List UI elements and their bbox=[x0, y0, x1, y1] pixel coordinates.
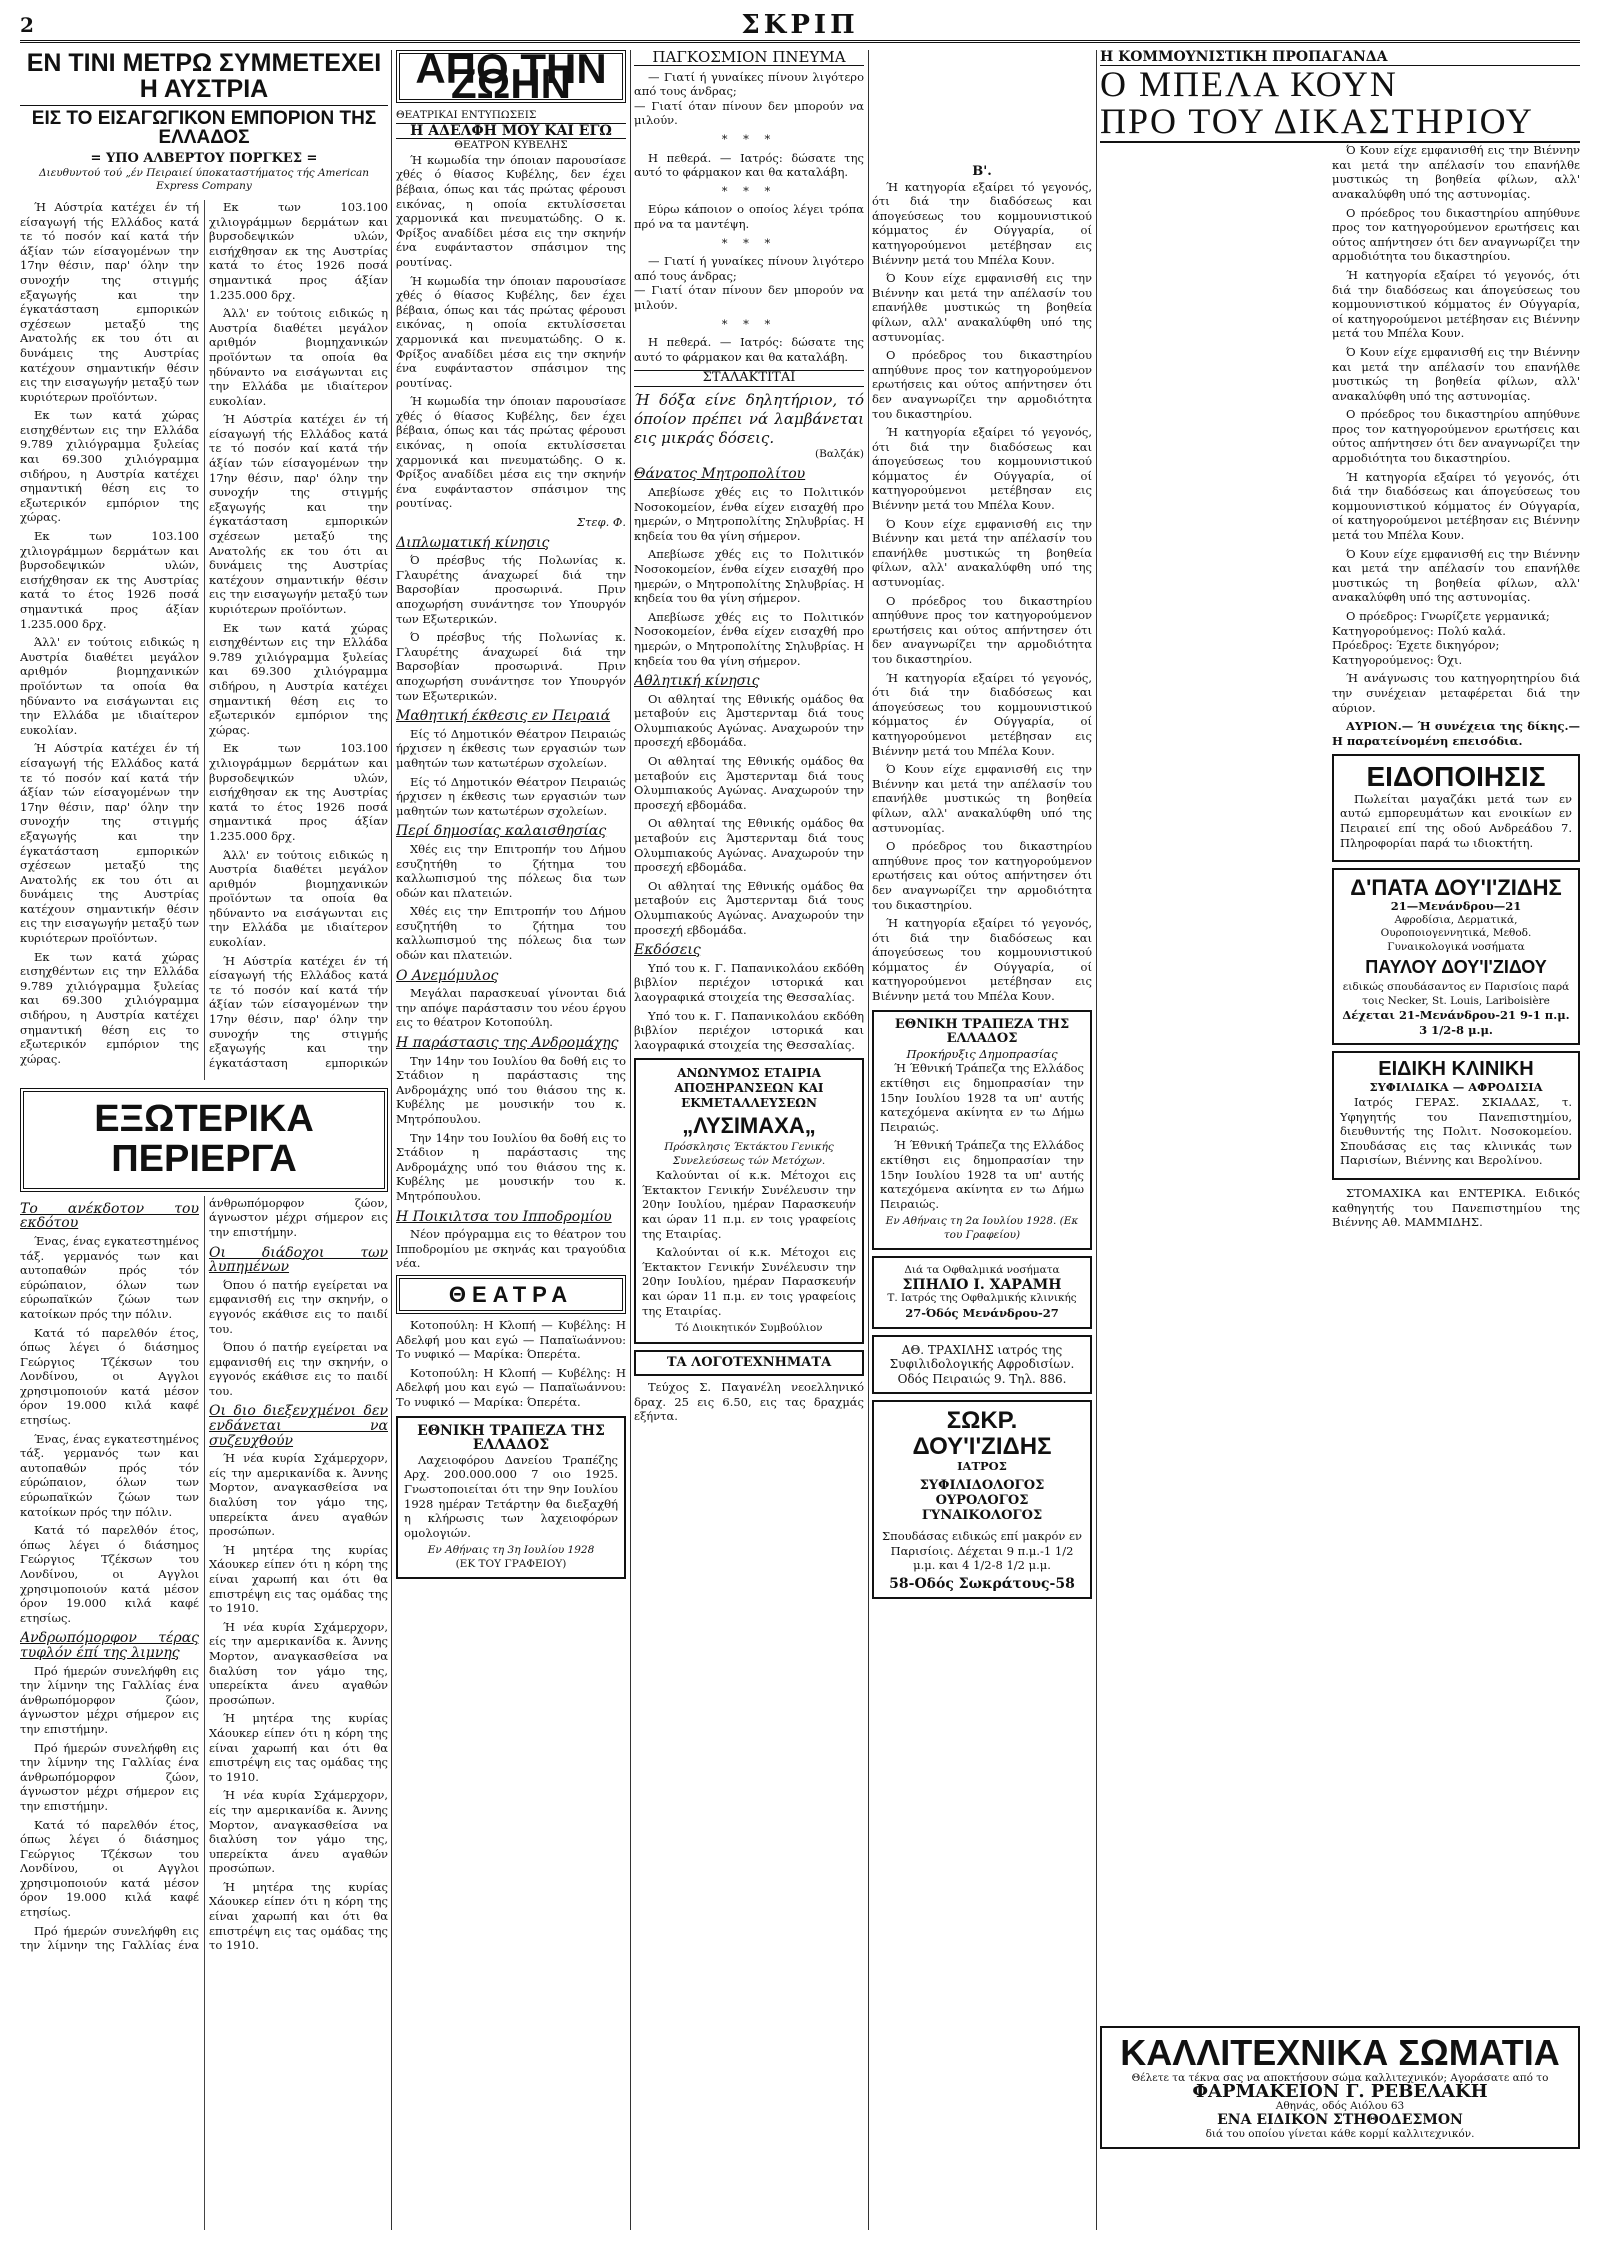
kun-text: Ή κατηγορία εξαίρει τό γεγονός, ότι διά την διαδόσεως και άπογεύσεως του κομμουνιστικού κόμματος έν Ούγγαρία, οί κατηγορούμενοι μετέβησαν εις Βιέννην μετά του Μπέλα Κουν. bbox=[872, 179, 1092, 267]
windmill-text: Μεγάλαι παρασκευαί γίνονται διά την απόψε παράστασιν του νέου έργου εις το θέατρον Κοτοπούλη. bbox=[396, 986, 626, 1030]
ophthalmic-ad-line: Διά τα Οφθαλμικά νοσήματα bbox=[904, 1264, 1060, 1277]
kun-text: Ο πρόεδρος του δικαστηρίου απηύθυνε προς τον κατηγορούμενον ερωτήσεις και ούτος απήντησεν ότι δεν αναγνωρίζει την αρμοδιότητα του δικαστηρίου. bbox=[872, 839, 1092, 912]
page-number: 2 bbox=[20, 13, 34, 37]
andromache-text: Την 14ην του Ιουλίου θα δοθή εις το Στάδιον η παράστασις της Ανδρομάχης υπό του θιάσου της κ. Κυβέλης με μουσικήν του κ. Μητρόπουλου. bbox=[396, 1053, 626, 1126]
wit-item: — Γιατί ή γυναίκες πίνουν λιγότερο από τους άνδρας; — Γιατί όταν πίνουν δεν μπορούν να μιλούν. bbox=[634, 254, 864, 312]
lysimachia-ad-name: „ΛΥΣΙΜΑΧΑ„ bbox=[682, 1113, 816, 1139]
curiosity-text: Ένας, ένας εγκατεστημένος τάξ. γερμανός των και αυτοπαθών πρός τόν εύρώπαιον, όλων των εύρωπαϊκών ζώων των κατοίκων πρός την πόλιν. bbox=[20, 1431, 199, 1519]
austria-para: Άλλ' εν τούτοις ειδικώς η Αυστρία διαθέτει μεγάλον αριθμόν βιομηχανικών προϊόντων τα οποία θα ηδύναντο να εισάγωνται εις την Ελλάδα με ιδιαίτερον ευκολίαν. bbox=[209, 306, 388, 408]
curiosity-text: Ή νέα κυρία Σχάμερχορν, είς την αμερικανίδα κ. Άννης Μορτον, αναγκασθείσα να διαλύση τον γάμο της, υπερείκτα άνευ αγαθών προσώπων. bbox=[209, 1619, 388, 1707]
kun-text: Ό Κουν είχε εμφανισθή εις την Βιέννην και μετά την απέλασίν του επανήλθε μυστικώς τη βοηθεία φίλων, αλλ' ανακαλύφθη υπό της αστυνομίας. bbox=[1332, 344, 1580, 403]
curiosity-text: Όπου ό πατήρ εγείρεται να εμφανισθή εις την σκηνήν, ο εγγονός εκάθισε εις το παιδί του. bbox=[209, 1340, 388, 1398]
curiosity-heading: Οι διο διεξενχμένοι δεν ενδάνεται να συζευχθούν bbox=[209, 1403, 388, 1449]
curiosity-heading: Ανδρωπόμορφον τέρας τυφλόν έπί της λιμνης bbox=[20, 1630, 199, 1661]
douizidis-ad-name: ΣΩΚΡ. ΔΟΥ'Ι'ΖΙΔΗΣ bbox=[912, 1407, 1052, 1460]
austria-para: Εκ των 103.100 χιλιογράμμων δερμάτων και βυρσοδεψικών υλών, εισήχθησαν εκ της Αυστρίας κατά το έτος 1926 ποσά σημαντικά προς άξίαν 1.235.000 δρχ. bbox=[209, 199, 388, 302]
column-world-wit: ΠΑΓΚΟΣΜΙΟΝ ΠΝΕΥΜΑ — Γιατί ή γυναίκες πίνουν λιγότερο από τους άνδρας; — Γιατί όταν πίνουν δεν μπορούν να μιλούν. * * * Η πεθερά. — Ιατρός: δώσατε της αυτό το φάρμακον και θα καταλάβη. * * * Εύρω κάποιον ο οποίος λέγει τρόπα πρό να τα μαντέψη. * * * — Γιατί ή γυναίκες πίνουν λιγότερο από τους άνδρας; — Γιατί όταν πίνουν δεν μπορούν να μιλούν. * * * Η πεθερά. — Ιατρός: δώσατε της αυτό το φάρμακον και θα καταλάβη. ΣΤΑΛΑΚΤΙΤΑΙ Ή δόξα είνε δηλητήριον, τό όποίον πρέπει νά λαμβάνεται εις μικράς δόσεις. (Βαλζάκ) Θάνατος Μητροπολίτου Απεβίωσε χθές εις το Πολιτικόν Νοσοκομείον, ένθα είχεν εισαχθή προ ημερών, ο Μητροπολίτης Σηλυβρίας. Η κηδεία του θα γίνη σήμερον. Απεβίωσε χθές εις το Πολιτικόν Νοσοκομείον, ένθα είχεν εισαχθή προ ημερών, ο Μητροπολίτης Σηλυβρίας. Η κηδεία του θα γίνη σήμερον. Απεβίωσε χθές εις το Πολιτικόν Νοσοκομείον, ένθα είχεν εισαχθή προ ημερών, ο Μητροπολίτης Σηλυβρίας. Η κηδεία του θα γίνη σήμερον. Αθλητική κίνησις Οι αθληταί της Εθνικής ομάδος θα μεταβούν εις Άμστερνταμ διά τους Ολυμπιακούς Αγώνας. Αναχωρούν την προσεχή εβδομάδα. Οι αθληταί της Εθνικής ομάδος θα μεταβούν εις Άμστερνταμ διά τους Ολυμπιακούς Αγώνας. Αναχωρούν την προσεχή εβδομάδα. Οι αθληταί της Εθνικής ομάδος θα μεταβούν εις Άμστερνταμ διά τους Ολυμπιακούς Αγώνας. Αναχωρούν την προσεχή εβδομάδα. Οι αθληταί της Εθνικής ομάδος θα μεταβούν εις Άμστερνταμ διά τους Ολυμπιακούς Αγώνας. Αναχωρούν την προσεχή εβδομάδα. Εκδόσεις Υπό του κ. Γ. Παπανικολάου εκδόθη βιβλίον περιέχον ιστορικά και λαογραφικά στοιχεία της Θεσσαλίας. Υπό του κ. Γ. Παπανικολάου εκδόθη βιβλίον περιέχον ιστορικά και λαογραφικά στοιχεία της Θεσσαλίας. ΑΝΩΝΥΜΟΣ ΕΤΑΙΡΙΑ ΑΠΟΞΗΡΑΝΣΕΩΝ ΚΑΙ ΕΚΜΕΤΑΛΛΕΥΣΕΩΝ „ΛΥΣΙΜΑΧΑ„ Πρόσκλησις Έκτάκτου Γενικής Συνελεύσεως τών Μετόχων. Καλούνται οί κ.κ. Μέτοχοι εις Έκτακτον Γενικήν Συνέλευσιν την 20ην Ιουλίου, ημέραν Παρασκευήν και ώραν 11 π.μ. εν τοις γραφείοις της Εταιρίας. Καλούνται οί κ.κ. Μέτοχοι εις Έκτακτον Γενικήν Συνέλευσιν την 20ην Ιουλίου, ημέραν Παρασκευήν και ώραν 11 π.μ. εν τοις γραφείοις της Εταιρίας. Τό Διοικητικόν Συμβούλιον ΤΑ ΛΟΓΟΤΕΧΝΗΜΑΤΑ Τεύχος Σ. Παγανέλη νεοελληνικό δραχ. 25 εις 6.50, εις τας δραχμάς εξήντα. bbox=[634, 50, 864, 1424]
aesthetics-text: Χθές εις την Επιτροπήν του Δήμου εσυζητήθη το ζήτημα του καλλωπισμού της πόλεως δια των οδών και πλατειών. bbox=[396, 841, 626, 900]
curiosities-body bbox=[20, 1196, 388, 2230]
athletics-text: Οι αθληταί της Εθνικής ομάδος θα μεταβούν εις Άμστερνταμ διά τους Ολυμπιακούς Αγώνας. Αναχωρούν την προσεχή εβδομάδα. bbox=[634, 691, 864, 750]
columns bbox=[20, 50, 1580, 2230]
curiosity-text: Κατά τό παρελθόν έτος, όπως λέγει ό διάσημος Γεώργιος Τζέκσων του Λονδίνου, οι Αγγλοι χρησιμοποιούν κατά μέσον όρον 19.000 κιλά καφέ ετησίως. bbox=[20, 1325, 199, 1428]
column-apo-tin-zoin bbox=[396, 50, 626, 2230]
stomach-ad: ΣΤΟΜΑΧΙΚΑ και ΕΝΤΕΡΙΚΑ. Ειδικός καθηγητής του Πανεπιστημίου της Βιέννης Αθ. ΜΑΜΜΙΔΗΣ. bbox=[1332, 1185, 1580, 1230]
bank-auction-subtitle: Προκήρυξις Δημοπρασίας bbox=[906, 1046, 1058, 1061]
theaters-title: ΘΕΑΤΡΑ bbox=[396, 1275, 626, 1314]
hippodrome-text: Νέον πρόγραμμα εις το θέατρον του Ιπποδρομίου με σκηνάς και τραγούδια νέα. bbox=[396, 1227, 626, 1271]
kun-tomorrow: ΑΥΡΙΟΝ.— Ή συνέχεια της δίκης.— Η παρατείνομένη επεισόδια. bbox=[1332, 719, 1580, 748]
douizidis-ad-specialty: ΣΥΦΙΛΙΔΟΛΟΓΟΣ ΟΥΡΟΛΟΓΟΣ ΓΥΝΑΙΚΟΛΟΓΟΣ bbox=[919, 1478, 1045, 1523]
austria-para: Εκ των 103.100 χιλιογράμμων δερμάτων και βυρσοδεψικών υλών, εισήχθησαν εκ της Αυστρίας κατά το έτος 1926 ποσά σημαντικά προς άξίαν 1.235.000 δρχ. bbox=[209, 741, 388, 843]
pata-ad-name: Δ'ΠΑΤΑ ΔΟΥ'Ι'ΖΙΔΗΣ bbox=[1350, 875, 1562, 901]
diplomatic-heading: Διπλωματική κίνησις bbox=[396, 534, 550, 551]
literature-title: ΤΑ ΛΟΓΟΤΕΧΝΗΜΑΤΑ bbox=[634, 1350, 864, 1377]
kun-text: Ο πρόεδρος του δικαστηρίου απηύθυνε προς τον κατηγορούμενον ερωτήσεις και ούτος απήντησεν ότι δεν αναγνωρίζει την αρμοδιότητα του δικαστηρίου. bbox=[872, 348, 1092, 421]
andromache-text: Την 14ην του Ιουλίου θα δοθή εις το Στάδιον η παράστασις της Ανδρομάχης υπό του θιάσου της κ. Κυβέλης με μουσικήν του κ. Μητρόπουλου. bbox=[396, 1130, 626, 1203]
austria-article-body bbox=[20, 200, 388, 1080]
artistic-bodies-product: ΕΝΑ ΕΙΔΙΚΟΝ ΣΤΗΘΟΔΕΣΜΟΝ bbox=[1217, 2112, 1463, 2129]
wit-item: Η πεθερά. — Ιατρός: δώσατε της αυτό το φάρμακον και θα καταλάβη. bbox=[634, 150, 864, 180]
curiosity-text: Ή μητέρα της κυρίας Χάουκερ είπεν ότι η κόρη της είναι χαρωπή και ότι θα επιστρέψη εις τας ομάδας της το 1910. bbox=[209, 1879, 388, 1953]
notice-title: ΕΙΔΟΠΟΙΗΣΙΣ bbox=[1366, 761, 1546, 793]
bank-auction-text: Ή Έθνική Τράπεζα της Ελλάδος εκτίθησι εις δημοπρασίαν την 15ην Ιουλίου 1928 τα υπ' αυτής κατεχόμενα ακίνητα εν τω Δήμω Πειραιώς. bbox=[880, 1061, 1084, 1134]
metropolitan-death-text: Απεβίωσε χθές εις το Πολιτικόν Νοσοκομείον, ένθα είχεν εισαχθή προ ημερών, ο Μητροπολίτης Σηλυβρίας. Η κηδεία του θα γίνη σήμερον. bbox=[634, 547, 864, 606]
review-signature: Στεφ. Φ. bbox=[576, 515, 626, 530]
curiosity-text: Ένας, ένας εγκατεστημένος τάξ. γερμανός των και αυτοπαθών πρός τόν εύρώπαιον, όλων των εύρωπαϊκών ζώων των κατοίκων πρός την πόλιν. bbox=[20, 1233, 199, 1321]
kun-text: Ή ανάγνωσις του κατηγορητηρίου διά την συνέχειαν μεταφέρεται διά την αύριον. bbox=[1332, 671, 1580, 715]
kun-dialogue: Ο πρόεδρος: Γνωρίζετε γερμανικά; Κατηγορούμενος: Πολύ καλά. Πρόεδρος: Έχετε δικηγόρον; Κατηγορούμενος: Όχι. bbox=[1332, 609, 1550, 667]
artistic-bodies-pharmacy: ΦΑΡΜΑΚΕΙΟΝ Γ. ΡΕΒΕΛΑΚΗ bbox=[1192, 2081, 1488, 2103]
national-bank-ad-title: ΕΘΝΙΚΗ ΤΡΑΠΕΖΑ ΤΗΣ ΕΛΛΑΔΟΣ bbox=[417, 1422, 605, 1454]
athletics-text: Οι αθληταί της Εθνικής ομάδος θα μεταβούν εις Άμστερνταμ διά τους Ολυμπιακούς Αγώνας. Αναχωρούν την προσεχή εβδομάδα. bbox=[634, 878, 864, 937]
lysimachia-ad-title: ΑΝΩΝΥΜΟΣ ΕΤΑΙΡΙΑ ΑΠΟΞΗΡΑΝΣΕΩΝ ΚΑΙ ΕΚΜΕΤΑΛΛΕΥΣΕΩΝ bbox=[674, 1066, 824, 1110]
austria-headline: ΕΝ ΤΙΝΙ ΜΕΤΡΩ ΣΥΜΜΕΤΕΧΕΙ Η ΑΥΣΤΡΙΑ bbox=[20, 50, 388, 106]
curiosity-text: Ή μητέρα της κυρίας Χάουκερ είπεν ότι η κόρη της είναι χαρωπή και ότι θα επιστρέψη εις τας ομάδας της το 1910. bbox=[209, 1542, 388, 1616]
theater-review-title: Η ΑΔΕΛΦΗ ΜΟΥ ΚΑΙ ΕΓΩ bbox=[396, 123, 626, 140]
trachilis-ad bbox=[872, 1335, 1092, 1395]
douizidis-ad-address: 58-Οδός Σωκράτους-58 bbox=[889, 1575, 1075, 1592]
curiosity-text: Κατά τό παρελθόν έτος, όπως λέγει ό διάσημος Γεώργιος Τζέκσων του Λονδίνου, οι Αγγλοι χρησιμοποιούν κατά μέσον όρον 19.000 κιλά καφέ ετησίως. bbox=[20, 1523, 199, 1625]
wit-item: Η πεθερά. — Ιατρός: δώσατε της αυτό το φάρμακον και θα καταλάβη. bbox=[634, 335, 864, 364]
pata-ad-hours: Δέχεται 21-Μενάνδρου-21 9-1 π.μ. 3 1/2-8 μ.μ. bbox=[1342, 1008, 1570, 1037]
national-bank-ad-sign: (ΕΚ ΤΟΥ ΓΡΑΦΕΙΟΥ) bbox=[455, 1557, 567, 1570]
review-text: Ή κωμωδία την όποιαν παρουσίασε χθές ό θίασος Κυβέλης, δεν έχει βέβαια, όπως και τάς πρώτας φέρουσι εικόνας, η οποία εκτυλίσσεται χαρμονικά και πνευματώδης. Ο κ. Φρίξος αναδίδει μέσα εις την σκηνήν ένα ευφάνταστον σπάσιμον της ρουτίνας. bbox=[396, 394, 626, 511]
kun-text: Ή κατηγορία εξαίρει τό γεγονός, ότι διά την διαδόσεως και άπογεύσεως του κομμουνιστικού κόμματος έν Ούγγαρία, οί κατηγορούμενοι μετέβησαν εις Βιέννην μετά του Μπέλα Κουν. bbox=[872, 425, 1092, 513]
bank-auction-text: Ή Έθνική Τράπεζα της Ελλάδος εκτίθησι εις δημοπρασίαν την 15ην Ιουλίου 1928 τα υπ' αυτής κατεχόμενα ακίνητα εν τω Δήμω Πειραιώς. bbox=[880, 1138, 1084, 1211]
ophthalmic-ad-address: 27-Όδός Μενάνδρου-27 bbox=[905, 1305, 1059, 1320]
andromache-heading: Η παράστασις της Ανδρομάχης bbox=[396, 1035, 619, 1052]
special-clinic-ad bbox=[1332, 1051, 1580, 1180]
bank-auction-sign: Εν Αθήναις τη 2α Ιουλίου 1928. (Εκ του Γραφείου) bbox=[885, 1215, 1079, 1241]
masthead bbox=[20, 10, 1580, 43]
austria-para: Εκ των κατά χώρας εισηχθέντων εις την Ελλάδα 9.789 χιλιόγραμμα ξυλείας και 69.300 χιλιόγραμμα σιδήρου, η Αυστρία κατέχει σημαντική θέση εις το εξωτερικόν εμπόριον της χώρας. bbox=[20, 408, 199, 525]
exhibition-heading: Μαθητική έκθεσις εν Πειραιά bbox=[396, 708, 611, 725]
diplomatic-text: Ό πρέσβυς τής Πολωνίας κ. Γλαυρέτης άναχωρεί διά την Βαρσοβίαν προσωρινά. Πριν αποχωρήση συνάντησε τον Υπουργόν των Εξωτερικών. bbox=[396, 630, 626, 703]
lysimachia-ad-text: Καλούνται οί κ.κ. Μέτοχοι εις Έκτακτον Γενικήν Συνέλευσιν την 20ην Ιουλίου, ημέραν Παρασκευήν και ώραν 11 π.μ. εν τοις γραφείοις της Εταιρίας. bbox=[642, 1245, 856, 1318]
metropolitan-death-heading: Θάνατος Μητροπολίτου bbox=[634, 466, 806, 483]
kun-text: Ό Κουν είχε εμφανισθή εις την Βιέννην και μετά την απέλασίν του επανήλθε μυστικώς τη βοηθεία φίλων, αλλ' ανακαλύφθη υπό της αστυνομίας. bbox=[872, 271, 1092, 344]
special-clinic-sub: ΣΥΦΙΛΙΔΙΚΑ — ΑΦΡΟΔΙΣΙΑ bbox=[1369, 1080, 1543, 1095]
kun-text: Ό Κουν είχε εμφανισθή εις την Βιέννην και μετά την απέλασίν του επανήλθε μυστικώς τη βοηθεία φίλων, αλλ' ανακαλύφθη υπό της αστυνομίας. bbox=[872, 516, 1092, 590]
artistic-bodies-address: Αθηνάς, οδός Αιόλου 63 bbox=[1275, 2099, 1405, 2112]
curiosity-text: Ή νέα κυρία Σχάμερχορν, είς την αμερικανίδα κ. Άννης Μορτον, αναγκασθείσα να διαλύση τον γάμο της, υπερείκτα άνευ αγαθών προσώπων. bbox=[209, 1451, 388, 1539]
national-bank-ad-date: Εν Αθήναις τη 3η Ιουλίου 1928 bbox=[427, 1544, 595, 1557]
aesthetics-text: Χθές εις την Επιτροπήν του Δήμου εσυζητήθη το ζήτημα του καλλωπισμού της πόλεως δια των οδών και πλατειών. bbox=[396, 904, 626, 963]
aesthetics-heading: Περί δημοσίας καλαισθησίας bbox=[396, 823, 607, 840]
artistic-bodies-line: διά του οποίου γίνεται κάθε κορμί καλλιτεχνικόν. bbox=[1205, 2127, 1475, 2140]
trachilis-ad-text: ΑΘ. ΤΡΑΧΙΛΗΣ ιατρός της Συφιλιδολογικής Αφροδισίων. Οδός Πειραιώς 9. Τηλ. 886. bbox=[889, 1342, 1075, 1386]
pata-ad-specialty: Αφροδίσια, Δερματικά, Ουροποιογεννητικά, Μεθοδ. Γυναικολογικά νοσήματα bbox=[1380, 913, 1532, 953]
bank-auction-title: ΕΘΝΙΚΗ ΤΡΑΠΕΖΑ ΤΗΣ ΕΛΛΑΔΟΣ bbox=[894, 1016, 1070, 1047]
pata-ad-address: 21—Μενάνδρου—21 bbox=[1390, 899, 1522, 914]
athletics-heading: Αθλητική κίνησις bbox=[634, 673, 760, 690]
austria-subheadline: ΕΙΣ ΤΟ ΕΙΣΑΓΩΓΙΚΟΝ ΕΜΠΟΡΙΟΝ ΤΗΣ ΕΛΛΑΔΟΣ bbox=[31, 107, 377, 149]
bank-auction-box bbox=[872, 1010, 1092, 1251]
ophthalmic-ad-name: ΣΠΗΛΙΟ Ι. ΧΑΡΑΜΗ bbox=[902, 1276, 1062, 1293]
kun-text: Ό Κουν είχε εμφανισθή εις την Βιέννην και μετά την απέλασίν του επανήλθε μυστικώς τη βοηθεία φίλων, αλλ' ανακαλύφθη υπό της αστυνομίας. bbox=[872, 762, 1092, 835]
quote: Ή δόξα είνε δηλητήριον, τό όποίον πρέπει νά λαμβάνεται εις μικράς δόσεις. bbox=[634, 390, 864, 447]
newspaper-page bbox=[20, 10, 1580, 2230]
literature-text: Τεύχος Σ. Παγανέλη νεοελληνικό δραχ. 25 εις 6.50, εις τας δραχμάς εξήντα. bbox=[634, 1380, 864, 1424]
austria-para: Ή Αύστρία κατέχει έν τή είσαγωγή τής Ελλάδος κατά τε τό ποσόν καί κατά τήν άξίαν τών είσαγομένων την 17ην θέσιν, παρ' όλην την συνοχήν της στιγμής εξαγωγής και την έγκατάσταση εμπορικών bbox=[209, 953, 388, 1070]
kun-kicker: Η ΚΟΜΜΟΥΝΙΣΤΙΚΗ ΠΡΟΠΑΓΑΝΔΑ bbox=[1100, 50, 1580, 66]
lysimachia-ad bbox=[634, 1058, 864, 1343]
kun-text: Ή κατηγορία εξαίρει τό γεγονός, ότι διά την διαδόσεως και άπογεύσεως του κομμουνιστικού κόμματος έν Ούγγαρία, οί κατηγορούμενοι μετέβησαν εις Βιέννην μετά του Μπέλα Κουν. bbox=[1332, 469, 1580, 543]
theaters-list: Κοτοπούλη: Η Κλοπή — Κυβέλης: Η Αδελφή μου και εγώ — Παπαϊωάννου: Το νυφικό — Μαρίκα: Όπερέτα. bbox=[396, 1365, 626, 1409]
exhibition-text: Είς τό Δημοτικόν Θέατρον Πειραιώς ήρχισεν η έκθεσις των εργασιών των μαθητών των κατωτέρων σχολείων. bbox=[396, 726, 626, 770]
douizidis-ad bbox=[872, 1400, 1092, 1599]
special-clinic-text: Ιατρός ΓΕΡΑΣ. ΣΚΙΑΔΑΣ, τ. Υφηγητής του Πανεπιστημίου, διευθυντής της Πολιτ. Νοσοκομείου. Σπουδάσας εις τας κλινικάς των Παρισίων, Βιέννης και Βερολίνου. bbox=[1340, 1094, 1572, 1168]
review-text: Ή κωμωδία την όποιαν παρουσίασε χθές ό θίασος Κυβέλης, δεν έχει βέβαια, όπως και τάς πρώτας φέρουσι εικόνας, η οποία εκτυλίσσεται χαρμονικά και πνευματώδης. Ο κ. Φρίξος αναδίδει μέσα εις την σκηνήν ένα ευφάνταστον σπάσιμον της ρουτίνας. bbox=[396, 152, 626, 269]
curiosity-text: Ή μητέρα της κυρίας Χάουκερ είπεν ότι η κόρη της είναι χαρωπή και ότι θα επιστρέψη εις τας ομάδας της το 1910. bbox=[209, 1711, 388, 1784]
austria-para: Εκ των 103.100 χιλιογράμμων δερμάτων και βυρσοδεψικών υλών, εισήχθησαν εκ της Αυστρίας κατά το έτος 1926 ποσά σημαντικά προς άξίαν 1.235.000 δρχ. bbox=[20, 529, 199, 631]
kun-text: Ό Κουν είχε εμφανισθή εις την Βιέννην και μετά την απέλασίν του επανήλθε μυστικώς τη βοηθεία φίλων, αλλ' ανακαλύφθη υπό της αστυνομίας. bbox=[1332, 546, 1580, 605]
special-clinic-title: ΕΙΔΙΚΗ ΚΛΙΝΙΚΗ bbox=[1378, 1058, 1534, 1081]
curiosity-heading: Το ανέκδοτον του εκδότου bbox=[20, 1200, 199, 1232]
wit-item: — Γιατί ή γυναίκες πίνουν λιγότερο από τους άνδρας; — Γιατί όταν πίνουν δεν μπορούν να μιλούν. bbox=[634, 69, 864, 128]
curiosities-box-title: ΕΞΩΤΕΡΙΚΑ ΠΕΡΙΕΡΓΑ bbox=[20, 1088, 388, 1192]
curiosity-text: Όπου ό πατήρ εγείρεται να εμφανισθή εις την σκηνήν, ο εγγονός εκάθισε εις το παιδί του. bbox=[209, 1277, 388, 1336]
kun-text: Ό Κουν είχε εμφανισθή εις την Βιέννην και μετά την απέλασίν του επανήλθε μυστικώς τη βοηθεία φίλων, αλλ' ανακαλύφθη υπό της αστυνομίας. bbox=[1332, 143, 1580, 201]
curiosity-text: Ή νέα κυρία Σχάμερχορν, είς την αμερικανίδα κ. Άννης Μορτον, αναγκασθείσα να διαλύση τον γάμο της, υπερείκτα άνευ αγαθών προσώπων. bbox=[209, 1788, 388, 1876]
wit-item: Εύρω κάποιον ο οποίος λέγει τρόπα πρό να τα μαντέψη. bbox=[634, 202, 864, 231]
publications-text: Υπό του κ. Γ. Παπανικολάου εκδόθη βιβλίον περιέχον ιστορικά και λαογραφικά στοιχεία της Θεσσαλίας. bbox=[634, 1008, 864, 1052]
curiosity-text: Κατά τό παρελθόν έτος, όπως λέγει ό διάσημος Γεώργιος Τζέκσων του Λονδίνου, οι Αγγλοι χρησιμοποιούν κατά μέσον όρον 19.000 κιλά καφέ ετησίως. bbox=[20, 1817, 199, 1920]
curiosity-text: Πρό ήμερών συνελήφθη εις την λίμνην της Γαλλίας ένα άνθρωπόμορφον ζώον, άγνωστον μέχρι σήμερον εις την επιστήμην. bbox=[20, 1195, 388, 1953]
kun-text: Ή κατηγορία εξαίρει τό γεγονός, ότι διά την διαδόσεως και άπογεύσεως του κομμουνιστικού κόμματος έν Ούγγαρία, οί κατηγορούμενοι μετέβησαν εις Βιέννην μετά του Μπέλα Κουν. bbox=[872, 916, 1092, 1004]
publications-text: Υπό του κ. Γ. Παπανικολάου εκδόθη βιβλίον περιέχον ιστορικά και λαογραφικά στοιχεία της Θεσσαλίας. bbox=[634, 960, 864, 1004]
lysimachia-ad-subtitle: Πρόσκλησις Έκτάκτου Γενικής Συνελεύσεως τών Μετόχων. bbox=[664, 1141, 834, 1167]
austria-para: Άλλ' εν τούτοις ειδικώς η Αυστρία διαθέτει μεγάλον αριθμόν βιομηχανικών προϊόντων τα οποία θα ηδύναντο να εισάγωνται εις την Ελλάδα με ιδιαίτερον ευκολίαν. bbox=[20, 635, 199, 737]
notice-box bbox=[1332, 754, 1580, 862]
world-wit-heading: ΠΑΓΚΟΣΜΙΟΝ ΠΝΕΥΜΑ bbox=[634, 50, 864, 66]
curiosity-heading: Οι διάδοχοι των λυπημένων bbox=[209, 1244, 388, 1276]
austria-para: Ή Αύστρία κατέχει έν τή είσαγωγή τής Ελλάδος κατά τε τό ποσόν καί κατά τήν άξίαν τών είσαγομένων την 17ην θέσιν, παρ' όλην την συνοχήν της στιγμής εξαγωγής και την έγκατάσταση εμπορικών σχέσεων μεταξύ της Ανατολής εκ του ότι αι δυνάμεις της Αυστρίας κατέχουν σημαντικήν θέσιν εις την εισαγωγήν μεταξύ των κυριότερων προϊόντων. bbox=[20, 741, 199, 946]
kun-text: Ο πρόεδρος του δικαστηρίου απηύθυνε προς τον κατηγορούμενον ερωτήσεις και ούτος απήντησεν ότι δεν αναγνωρίζει την αρμοδιότητα του δικαστηρίου. bbox=[1332, 407, 1580, 466]
diplomatic-text: Ό πρέσβυς τής Πολωνίας κ. Γλαυρέτης άναχωρεί διά την Βαρσοβίαν προσωρινά. Πριν αποχωρήση συνάντησε τον Υπουργόν των Εξωτερικών. bbox=[396, 553, 626, 626]
ophthalmic-ad-line: Τ. Ιατρός της Οφθαλμικής κλινικής bbox=[887, 1292, 1077, 1305]
curiosity-text: Πρό ήμερών συνελήφθη εις την λίμνην της Γαλλίας ένα άνθρωπόμορφον ζώον, άγνωστον μέχρι σήμερον εις την επιστήμην. bbox=[20, 1740, 199, 1813]
artistic-bodies-ad bbox=[1100, 2026, 1580, 2149]
lysimachia-ad-text: Καλούνται οί κ.κ. Μέτοχοι εις Έκτακτον Γενικήν Συνέλευσιν την 20ην Ιουλίου, ημέραν Παρασκευήν και ώραν 11 π.μ. εν τοις γραφείοις της Εταιρίας. bbox=[642, 1168, 856, 1241]
athletics-text: Οι αθληταί της Εθνικής ομάδος θα μεταβούν εις Άμστερνταμ διά τους Ολυμπιακούς Αγώνας. Αναχωρούν την προσεχή εβδομάδα. bbox=[634, 816, 864, 875]
athletics-text: Οι αθληταί της Εθνικής ομάδος θα μεταβούν εις Άμστερνταμ διά τους Ολυμπιακούς Αγώνας. Αναχωρούν την προσεχή εβδομάδα. bbox=[634, 754, 864, 812]
byline: = ΥΠΟ ΑΛΒΕΡΤΟΥ ΠΟΡΓΚΕΣ = bbox=[90, 151, 318, 167]
pata-ad-studies: ειδικώς σπουδάσαντος εν Παρισίοις παρά τοις Necker, St. Louis, Lariboisière bbox=[1342, 981, 1570, 1007]
theater-name: ΘΕΑΤΡΟΝ ΚΥΒΕΛΗΣ bbox=[454, 139, 568, 152]
national-bank-ad-text: Λαχειοφόρου Δανείου Τραπέζης Αρχ. 200.000.000 7 οιο 1925. Γνωστοποιείται ότι την 9ην Ιουλίου 1928 ημέραν Τετάρτην θα διεξαχθή η κλήρωσις των λαχειοφόρων ομολογιών. bbox=[404, 1452, 618, 1540]
austria-para: Ή Αύστρία κατέχει έν τή είσαγωγή τής Ελλάδος κατά τε τό ποσόν καί κατά τήν άξίαν τών είσαγομένων την 17ην θέσιν, παρ' όλην την συνοχήν της στιγμής εξαγωγής και την έγκατάσταση εμπορικών σχέσεων μεταξύ της Ανατολής εκ του ότι αι δυνάμεις της Αυστρίας κατέχουν σημαντικήν θέσιν εις την εισαγωγήν μεταξύ των κυριότερων προϊόντων. bbox=[20, 199, 199, 404]
austria-para: Εκ των κατά χώρας εισηχθέντων εις την Ελλάδα 9.789 χιλιόγραμμα ξυλείας και 69.300 χιλιόγραμμα σιδήρου, η Αυστρία κατέχει σημαντική θέση εις το εξωτερικόν εμπόριον της χώρας. bbox=[20, 949, 199, 1066]
lysimachia-ad-sign: Τό Διοικητικόν Συμβούλιον bbox=[675, 1322, 823, 1335]
kun-text: Ή κατηγορία εξαίρει τό γεγονός, ότι διά την διαδόσεως και άπογεύσεως του κομμουνιστικού κόμματος έν Ούγγαρία, οί κατηγορούμενοι μετέβησαν εις Βιέννην μετά του Μπέλα Κουν. bbox=[1332, 267, 1580, 341]
windmill-heading: Ο Ανεμόμυλος bbox=[396, 967, 499, 984]
pata-ad-doctor: ΠΑΥΛΟΥ ΔΟΥ'Ι'ΖΙΔΟΥ bbox=[1365, 957, 1547, 978]
national-bank-ad bbox=[396, 1416, 626, 1580]
paper-name: ΣΚΡΙΠ bbox=[741, 10, 859, 40]
review-text: Ή κωμωδία την όποιαν παρουσίασε χθές ό θίασος Κυβέλης, δεν έχει βέβαια, όπως και τάς πρώτας φέρουσι εικόνας, η οποία εκτυλίσσεται χαρμονικά και πνευματώδης. Ο κ. Φρίξος αναδίδει μέσα εις την σκηνήν ένα ευφάνταστον σπάσιμον της ρουτίνας. bbox=[396, 273, 626, 390]
austria-para: Άλλ' εν τούτοις ειδικώς η Αυστρία διαθέτει μεγάλον αριθμόν βιομηχανικών προϊόντων τα οποία θα ηδύναντο να εισάγωνται εις την Ελλάδα με ιδιαίτερον ευκολίαν. bbox=[209, 847, 388, 950]
metropolitan-death-text: Απεβίωσε χθές εις το Πολιτικόν Νοσοκομείον, ένθα είχεν εισαχθή προ ημερών, ο Μητροπολίτης Σηλυβρίας. Η κηδεία του θα γίνη σήμερον. bbox=[634, 609, 864, 668]
column-kun bbox=[1100, 50, 1580, 2230]
column-kun-left bbox=[872, 50, 1092, 2230]
austria-para: Ή Αύστρία κατέχει έν τή είσαγωγή τής Ελλάδος κατά τε τό ποσόν καί κατά τήν άξίαν τών είσαγομένων την 17ην θέσιν, παρ' όλην την συνοχήν της στιγμής εξαγωγής και την έγκατάσταση εμπορικών σχέσεων μεταξύ της Ανατολής εκ του ότι αι δυνάμεις της Αυστρίας κατέχουν σημαντικήν θέσιν εις την εισαγωγήν μεταξύ των κυριότερων προϊόντων. bbox=[209, 412, 388, 616]
stalactites-heading: ΣΤΑΛΑΚΤΙΤΑΙ bbox=[634, 370, 864, 387]
kun-text: Ή κατηγορία εξαίρει τό γεγονός, ότι διά την διαδόσεως και άπογεύσεως του κομμουνιστικού κόμματος έν Ούγγαρία, οί κατηγορούμενοι μετέβησαν εις Βιέννην μετά του Μπέλα Κουν. bbox=[872, 670, 1092, 758]
kun-title-line2: ΠΡΟ ΤΟΥ ΔΙΚΑΣΤΗΡΙΟΥ bbox=[1100, 103, 1580, 143]
douizidis-ad-title: ΙΑΤΡΟΣ bbox=[957, 1458, 1007, 1473]
pata-douizidis-ad bbox=[1332, 868, 1580, 1045]
austria-para: Εκ των κατά χώρας εισηχθέντων εις την Ελλάδα 9.789 χιλιόγραμμα ξυλείας και 69.300 χιλιόγραμμα σιδήρου, η Αυστρία κατέχει σημαντική θέση εις το εξωτερικόν εμπόριον της χώρας. bbox=[209, 620, 388, 737]
notice-text: Πωλείται μαγαζάκι μετά των εν αυτώ εμπορευμάτων και ενοικίων εν Πειραιεί επί της οδού Ανδρεάδου 7. Πληροφορίαι παρά τω ιδιοκτήτη. bbox=[1340, 791, 1572, 850]
artistic-bodies-line: Θέλετε τα τέκνα σας να αποκτήσουν σώμα καλλιτεχνικόν; Αγοράσατε από το bbox=[1131, 2071, 1549, 2084]
theaters-list: Κοτοπούλη: Η Κλοπή — Κυβέλης: Η Αδελφή μου και εγώ — Παπαϊωάννου: Το νυφικό — Μαρίκα: Όπερέτα. bbox=[396, 1318, 626, 1362]
douizidis-ad-text: Σπουδάσας ειδικώς επί μακρόν εν Παρισίοις. Δέχεται 9 π.μ.-1 1/2 μ.μ. και 4 1/2-8 1/2 μ.μ. bbox=[882, 1529, 1082, 1573]
kun-part: Β'. bbox=[972, 164, 992, 179]
kun-text: Ο πρόεδρος του δικαστηρίου απηύθυνε προς τον κατηγορούμενον ερωτήσεις και ούτος απήντησεν ότι δεν αναγνωρίζει την αρμοδιότητα του δικαστηρίου. bbox=[1332, 205, 1580, 264]
hippodrome-heading: Η Ποικιλτσα του Ιπποδρομίου bbox=[396, 1208, 612, 1225]
byline-sub: Διευθυντού τού „έν Πειραιεί ύποκαταστήματος τής American Express Company bbox=[38, 166, 370, 193]
kun-text: Ο πρόεδρος του δικαστηρίου απηύθυνε προς τον κατηγορούμενον ερωτήσεις και ούτος απήντησεν ότι δεν αναγνωρίζει την αρμοδιότητα του δικαστηρίου. bbox=[872, 593, 1092, 666]
theater-kicker: ΘΕΑΤΡΙΚΑΙ ΕΝΤΥΠΩΣΕΙΣ bbox=[396, 109, 537, 122]
column-austria bbox=[20, 50, 388, 2230]
publications-heading: Εκδόσεις bbox=[634, 942, 701, 959]
kun-title-line1: Ο ΜΠΕΛΑ ΚΟΥΝ bbox=[1100, 63, 1398, 104]
metropolitan-death-text: Απεβίωσε χθές εις το Πολιτικόν Νοσοκομείον, ένθα είχεν εισαχθή προ ημερών, ο Μητροπολίτης Σηλυβρίας. Η κηδεία του θα γίνη σήμερον. bbox=[634, 484, 864, 543]
artistic-bodies-title: ΚΑΛΛΙΤΕΧΝΙΚΑ ΣΩΜΑΤΙΑ bbox=[1120, 2032, 1560, 2073]
curiosity-text: Πρό ήμερών συνελήφθη εις την λίμνην της Γαλλίας ένα άνθρωπόμορφον ζώον, άγνωστον μέχρι σήμερον εις την επιστήμην. bbox=[20, 1663, 199, 1736]
section-title-apo-tin-zoin: ΑΠΟ ΤΗΝ ΖΩΗΝ bbox=[396, 50, 626, 103]
exhibition-text: Είς τό Δημοτικόν Θέατρον Πειραιώς ήρχισεν η έκθεσις των εργασιών των μαθητών των κατωτέρων σχολείων. bbox=[396, 774, 626, 818]
quote-author: (Βαλζάκ) bbox=[815, 447, 864, 460]
ophthalmic-ad bbox=[872, 1256, 1092, 1328]
